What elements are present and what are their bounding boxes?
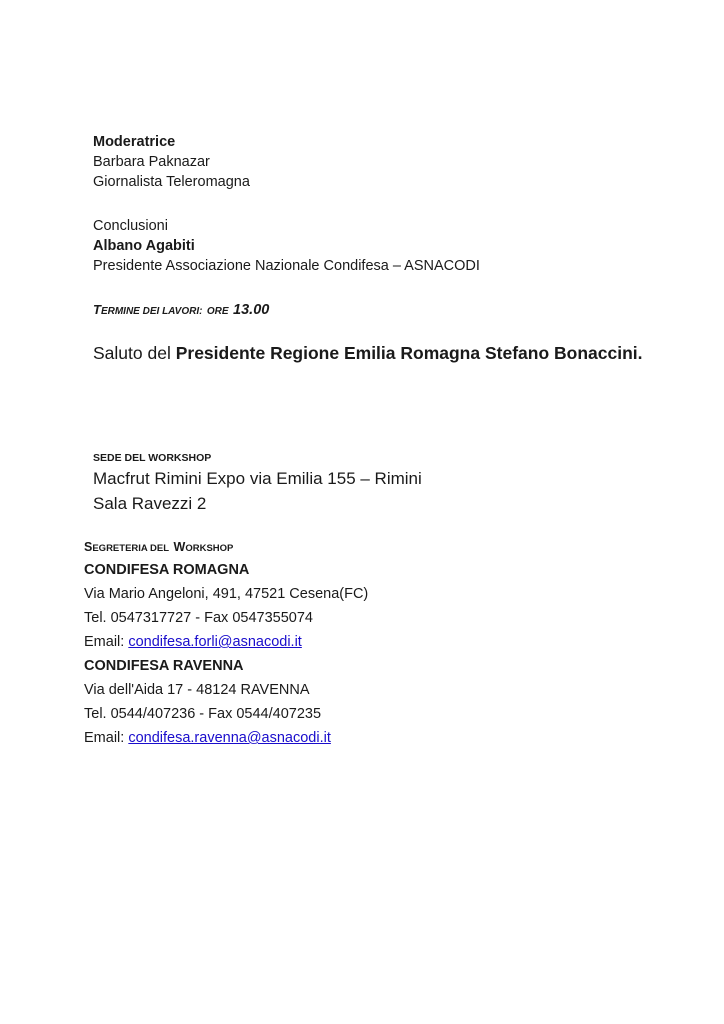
conclusioni-section: [93, 216, 480, 276]
termine-time: 13.00: [233, 302, 270, 318]
termine-lavori: TERMINE DEI LAVORI: ORE 13.00: [93, 302, 270, 318]
ravenna-email-label: Email:: [84, 730, 125, 746]
ravenna-name: CONDIFESA RAVENNA: [84, 658, 244, 674]
sede-heading: SEDE DEL WORKSHOP: [93, 452, 212, 464]
segreteria-heading: SEGRETERIA DEL WORKSHOP: [84, 540, 234, 554]
sede-room: Sala Ravezzi 2: [93, 494, 207, 513]
romagna-email-line: [84, 630, 368, 654]
romagna-email-label: Email:: [84, 634, 125, 650]
segreteria-section: [84, 538, 368, 750]
moderatrice-section: [93, 132, 250, 192]
saluto-prefix: Saluto del: [93, 343, 171, 363]
sede-address: Macfrut Rimini Expo via Emilia 155 – Rimini: [93, 469, 422, 488]
ravenna-email-line: [84, 726, 368, 750]
conclusioni-heading: Conclusioni: [93, 218, 168, 234]
romagna-address: Via Mario Angeloni, 491, 47521 Cesena(FC): [84, 586, 369, 602]
saluto-president: Presidente Regione Emilia Romagna Stefano Bonaccini.: [175, 343, 643, 363]
moderatrice-role: Giornalista Teleromagna: [93, 174, 250, 190]
sede-section: [93, 450, 422, 516]
conclusioni-role: Presidente Associazione Nazionale Condifesa – ASNACODI: [93, 258, 480, 274]
romagna-phone: Tel. 0547317727 - Fax 0547355074: [84, 610, 313, 626]
ravenna-phone: Tel. 0544/407236 - Fax 0544/407235: [84, 706, 322, 722]
moderatrice-heading: Moderatrice: [93, 134, 176, 150]
moderatrice-name: Barbara Paknazar: [93, 154, 210, 170]
ravenna-email-link[interactable]: condifesa.ravenna@asnacodi.it: [128, 730, 331, 746]
romagna-name: CONDIFESA ROMAGNA: [84, 562, 250, 578]
romagna-email-link[interactable]: condifesa.forli@asnacodi.it: [128, 634, 302, 650]
saluto-line: [93, 340, 643, 366]
conclusioni-name: Albano Agabiti: [93, 238, 195, 254]
ravenna-address: Via dell'Aida 17 - 48124 RAVENNA: [84, 682, 310, 698]
